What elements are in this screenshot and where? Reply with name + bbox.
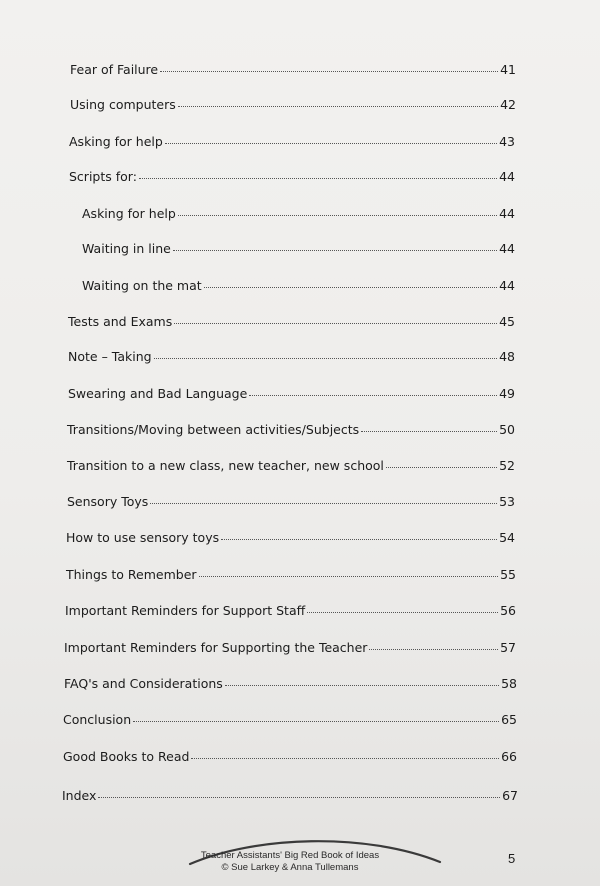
dot-leader <box>173 249 497 251</box>
toc-subentry <box>82 241 515 257</box>
toc-entry <box>69 169 515 185</box>
dot-leader <box>98 796 500 798</box>
dot-leader <box>154 357 498 359</box>
toc-entry-title: Using computers <box>70 97 176 112</box>
toc-entry <box>63 749 517 765</box>
toc-entry-page: 67 <box>502 788 518 803</box>
toc-entry-page: 66 <box>501 749 517 764</box>
toc-entry <box>67 494 515 510</box>
toc-entry <box>66 530 515 546</box>
toc-subentry <box>82 278 515 294</box>
page-footer <box>190 850 390 874</box>
toc-entry-page: 45 <box>499 314 515 329</box>
toc-entry-title: Asking for help <box>82 206 176 221</box>
toc-entry-page: 49 <box>499 386 515 401</box>
footer-book-title: Teacher Assistants' Big Red Book of Ideas <box>200 850 380 861</box>
dot-leader <box>221 538 497 540</box>
toc-subentry <box>82 206 515 222</box>
toc-entry <box>64 676 517 692</box>
toc-entry <box>70 97 516 113</box>
toc-entry <box>63 712 517 728</box>
toc-entry-title: Fear of Failure <box>70 62 159 77</box>
toc-entry-page: 50 <box>499 422 515 437</box>
dot-leader <box>369 648 498 650</box>
dot-leader <box>386 466 497 468</box>
toc-entry-title: Important Reminders for Support Staff <box>65 603 306 618</box>
toc-entry-title: Important Reminders for Supporting the Teacher <box>64 640 368 655</box>
toc-entry-page: 44 <box>499 206 515 221</box>
toc-entry-page: 56 <box>500 603 516 618</box>
toc-entry-title: Scripts for: <box>69 169 137 184</box>
toc-entry <box>68 349 515 365</box>
dot-leader <box>165 142 497 144</box>
toc-entry <box>67 458 515 474</box>
toc-entry-title: Things to Remember <box>66 567 197 582</box>
toc-entry-title: Swearing and Bad Language <box>68 386 248 401</box>
toc-entry-page: 41 <box>500 62 516 77</box>
toc-entry-page: 55 <box>500 567 516 582</box>
toc-entry-page: 65 <box>501 712 517 727</box>
toc-entry-title: Note – Taking <box>68 349 152 364</box>
toc-entry-title: Tests and Exams <box>68 314 173 329</box>
toc-entry-title: Transitions/Moving between activities/Subjects <box>67 422 360 437</box>
toc-entry <box>68 386 515 402</box>
toc-entry-title: Asking for help <box>69 134 163 149</box>
footer-copyright: © Sue Larkey & Anna Tullemans <box>221 862 359 873</box>
dot-leader <box>178 214 497 216</box>
toc-entry-page: 57 <box>500 640 516 655</box>
toc-entry-title: Good Books to Read <box>63 749 190 764</box>
toc-entry-title: Transition to a new class, new teacher, new school <box>67 458 384 473</box>
toc-entry-title: Waiting on the mat <box>82 278 202 293</box>
dot-leader <box>249 394 497 396</box>
toc-entry-page: 52 <box>499 458 515 473</box>
toc-entry-page: 53 <box>499 494 515 509</box>
dot-leader <box>133 720 499 722</box>
toc-entry-title: Index <box>62 788 97 803</box>
toc-entry-page: 42 <box>500 97 516 112</box>
toc-entry-title: FAQ's and Considerations <box>64 676 223 691</box>
toc-entry-title: How to use sensory toys <box>66 530 220 545</box>
toc-entry <box>66 567 516 583</box>
toc-entry <box>67 422 515 438</box>
toc-entry-page: 44 <box>499 278 515 293</box>
toc-entry-title: Waiting in line <box>82 241 171 256</box>
toc-entry <box>70 62 516 78</box>
toc-entry-page: 43 <box>499 134 515 149</box>
dot-leader <box>174 322 497 324</box>
toc-entry-page: 44 <box>499 169 515 184</box>
toc-entry <box>65 603 516 619</box>
toc-entry <box>64 640 516 656</box>
toc-entry-title: Sensory Toys <box>67 494 149 509</box>
dot-leader <box>204 286 497 288</box>
dot-leader <box>225 684 499 686</box>
dot-leader <box>361 430 497 432</box>
dot-leader <box>199 575 499 577</box>
toc-entry-page: 54 <box>499 530 515 545</box>
toc-entry-page: 48 <box>499 349 515 364</box>
page-number: 5 <box>508 851 516 866</box>
dot-leader <box>150 502 497 504</box>
toc-entry-page: 44 <box>499 241 515 256</box>
toc-entry <box>68 314 515 330</box>
dot-leader <box>191 757 499 759</box>
toc-entry <box>69 134 515 150</box>
dot-leader <box>160 70 498 72</box>
dot-leader <box>178 105 498 107</box>
toc-entry <box>62 788 518 804</box>
toc-entry-page: 58 <box>501 676 517 691</box>
dot-leader <box>139 177 497 179</box>
dot-leader <box>307 611 498 613</box>
toc-entry-title: Conclusion <box>63 712 132 727</box>
